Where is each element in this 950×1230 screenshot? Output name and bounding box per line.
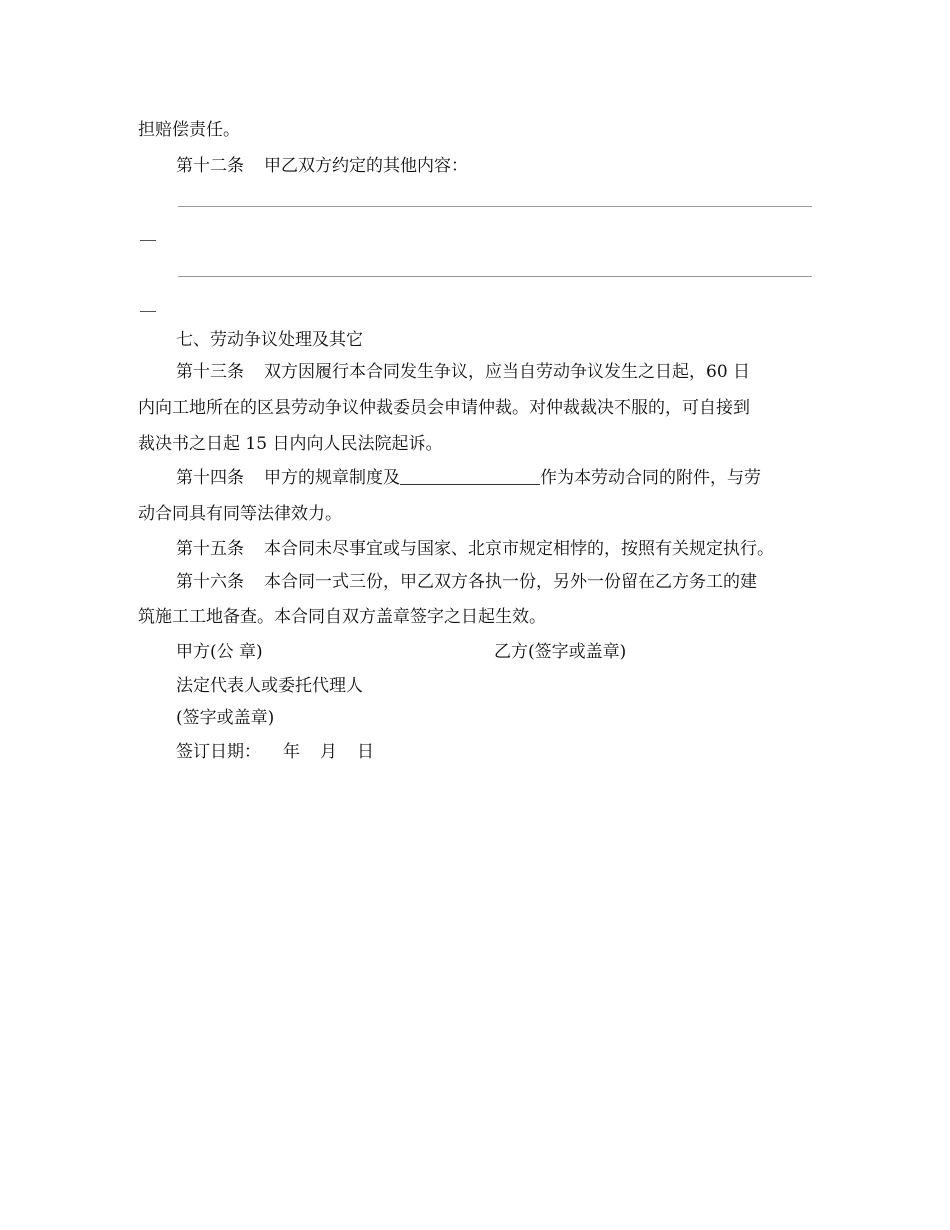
- article-16: [176, 570, 757, 594]
- sign-seal-label: (签字或盖章): [176, 708, 275, 728]
- article-text: 甲方的规章制度及: [264, 468, 400, 488]
- date-day: 日: [357, 742, 374, 762]
- article-label: 第十二条: [176, 156, 244, 176]
- article-12: [176, 154, 468, 178]
- article-label: 第十三条: [176, 362, 244, 382]
- fill-in-rule-end: [140, 240, 156, 241]
- legal-rep-label: 法定代表人或委托代理人: [176, 676, 363, 696]
- article-text: 本合同未尽事宜或与国家、北京市规定相悖的，按照有关规定执行。: [264, 539, 774, 559]
- fill-in-rule: [178, 206, 812, 207]
- party-b-label: 乙方(签字或盖章): [494, 642, 627, 662]
- article-15: [176, 537, 774, 561]
- party-a-label: 甲方(公 章): [176, 642, 263, 662]
- article-label: 第十五条: [176, 539, 244, 559]
- date-label: 签订日期：: [176, 742, 261, 762]
- date-year: 年: [283, 742, 300, 762]
- article-label: 第十四条: [176, 468, 244, 488]
- text-line: 动合同具有同等法律效力。: [138, 504, 342, 524]
- date-month: 月: [320, 742, 337, 762]
- article-label: 第十六条: [176, 572, 244, 592]
- section-heading: 七、劳动争议处理及其它: [176, 330, 363, 350]
- article-text: 本合同一式三份，甲乙双方各执一份，另外一份留在乙方务工的建: [264, 572, 757, 592]
- blank-field: [400, 468, 540, 485]
- article-14: [176, 466, 761, 490]
- fill-in-rule: [178, 276, 812, 277]
- text-line: 担赔偿责任。: [138, 120, 240, 140]
- article-text: 双方因履行本合同发生争议，应当自劳动争议发生之日起，60 日: [264, 362, 751, 382]
- fill-in-rule-end: [140, 311, 156, 312]
- signing-date: [176, 740, 374, 764]
- text-line: 内向工地所在的区县劳动争议仲裁委员会申请仲裁。对仲裁裁决不服的，可自接到: [138, 398, 750, 418]
- text-line: 筑施工工地备查。本合同自双方盖章签字之日起生效。: [138, 607, 546, 627]
- article-13: [176, 360, 750, 384]
- article-text: 作为本劳动合同的附件，与劳: [540, 468, 761, 488]
- text-line: 裁决书之日起 15 日内向人民法院起诉。: [138, 434, 443, 454]
- article-text: 甲乙双方约定的其他内容：: [264, 156, 468, 176]
